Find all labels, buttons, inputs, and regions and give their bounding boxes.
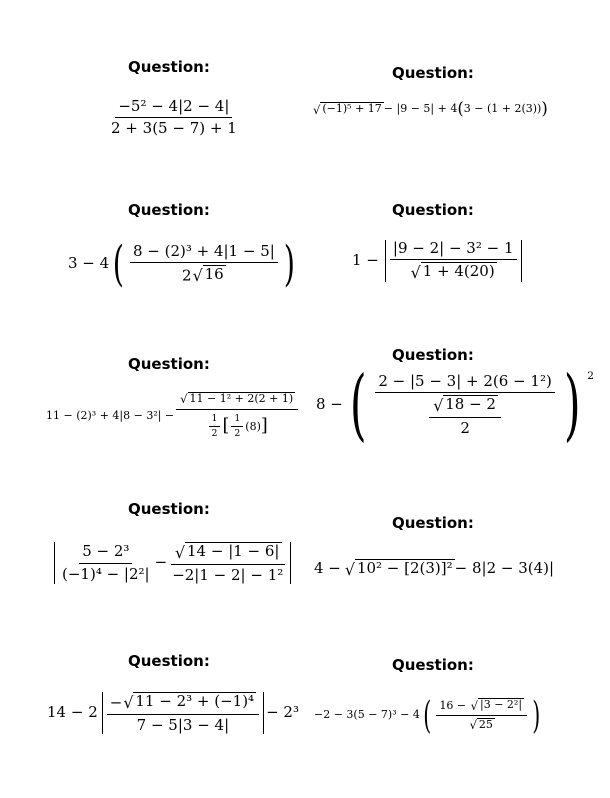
expression-5: 11 − (2)³ + 4|8 − 3²| − √ 11 − 1² + 2(2 + 1) $\frac{1}{2}$ [ $\frac{1}{2}$ (8) ]	[46, 392, 300, 440]
question-heading-2: Question:	[392, 64, 474, 82]
question-heading-9: Question:	[128, 652, 210, 670]
expression-8: 4 − √ 10² − [2(3)]² − 8|2 − 3(4)|	[314, 558, 555, 579]
radicand: 1 + 4(20)	[422, 262, 495, 281]
question-heading-3: Question:	[128, 201, 210, 219]
half-numerator: 1	[209, 414, 221, 428]
numerator: 2 − |5 − 3| + 2(6 − 1²)	[375, 373, 555, 393]
numerator: |9 − 2| − 3² − 1	[390, 240, 517, 260]
leading-term: 3 − 4	[68, 254, 110, 273]
expression-4: 1 − |9 − 2| − 3² − 1 √ 1 + 4(20)	[352, 240, 524, 282]
radicand: 11 − 2³ + (−1)⁴	[135, 692, 255, 710]
radicand: 18 − 2	[445, 395, 496, 414]
denominator-coefficient: 2	[182, 266, 192, 285]
expression-2: √ (−1)⁵ + 17 − |9 − 5| + 4 ( 3 − (1 + 2(3)) )	[313, 99, 548, 118]
radicand: 10² − [2(3)]²	[356, 559, 453, 577]
expression-9: 14 − 2 − √ 11 − 2³ + (−1)⁴ 7 − 5|3 − 4| − 2³	[47, 692, 299, 734]
question-heading-1: Question:	[128, 58, 210, 76]
expression-rest: − 8|2 − 3(4)|	[454, 558, 555, 577]
expression-rest: − |9 − 5| + 4	[383, 101, 458, 115]
numerator-lead: 16 −	[439, 699, 467, 713]
denominator: 2 + 3(5 − 7) + 1	[111, 119, 237, 138]
radicand: |3 − 2²|	[480, 698, 523, 712]
expression-10: −2 − 3(5 − 7)³ − 4 ( 16 − √ |3 − 2²| √ 25 )	[314, 693, 541, 737]
radicand: 11 − 1² + 2(2 + 1)	[189, 392, 294, 405]
radicand: 16	[204, 265, 224, 284]
expression-1	[106, 98, 242, 138]
denominator: 7 − 5|3 − 4|	[136, 715, 230, 734]
numerator: 8 − (2)³ + 4|1 − 5|	[130, 243, 278, 263]
leading-term: 11 − (2)³ + 4|8 − 3²| −	[46, 408, 175, 422]
radical: √ (−1)⁵ + 17	[313, 102, 382, 117]
leading-term: 1 −	[352, 251, 379, 270]
expression-7: $\frac{\text{5 − 2³}}{\text{(−1)⁴ − |2²|}}$ − √ 14 − |1 − 6| −2|1 − 2| − 1²	[52, 542, 293, 584]
inner-half-numerator: 1	[231, 414, 243, 428]
half-denominator: 2	[211, 428, 218, 440]
question-heading-7: Question:	[128, 500, 210, 518]
inner-half-denominator: 2	[234, 428, 241, 440]
leading-term: −2 − 3(5 − 7)³ − 4	[314, 708, 420, 722]
denominator-radicand: 25	[478, 718, 493, 732]
expression-6: 8 − ( 2 − |5 − 3| + 2(6 − 1²) √ 18 − 2 2 ) 2	[316, 360, 594, 450]
trailing-term: − 2³	[266, 703, 299, 722]
question-heading-8: Question:	[392, 514, 474, 532]
denominator-1: (−1)⁴ − |2²|	[62, 564, 150, 583]
inner-denominator: 2	[460, 418, 470, 437]
question-heading-6: Question:	[392, 346, 474, 364]
numerator-1: 5 − 2³	[79, 543, 132, 563]
numerator: −5² − 4|2 − 4|	[115, 98, 232, 118]
question-heading-5: Question:	[128, 355, 210, 373]
radicand: 14 − |1 − 6|	[187, 542, 280, 560]
leading-term: 14 − 2	[47, 703, 98, 722]
parenthetical: 3 − (1 + 2(3))	[463, 101, 542, 115]
radicand: (−1)⁵ + 17	[322, 102, 382, 116]
expression-3: 3 − 4 ( 8 − (2)³ + 4|1 − 5| 2 √ 16 )	[68, 236, 295, 292]
denominator-2: −2|1 − 2| − 1²	[172, 565, 284, 584]
leading-term: 8 −	[316, 395, 343, 414]
inner-term: (8)	[245, 419, 261, 433]
question-heading-10: Question:	[392, 656, 474, 674]
exponent: 2	[587, 370, 594, 382]
leading-term: 4 −	[314, 558, 341, 577]
question-heading-4: Question:	[392, 201, 474, 219]
